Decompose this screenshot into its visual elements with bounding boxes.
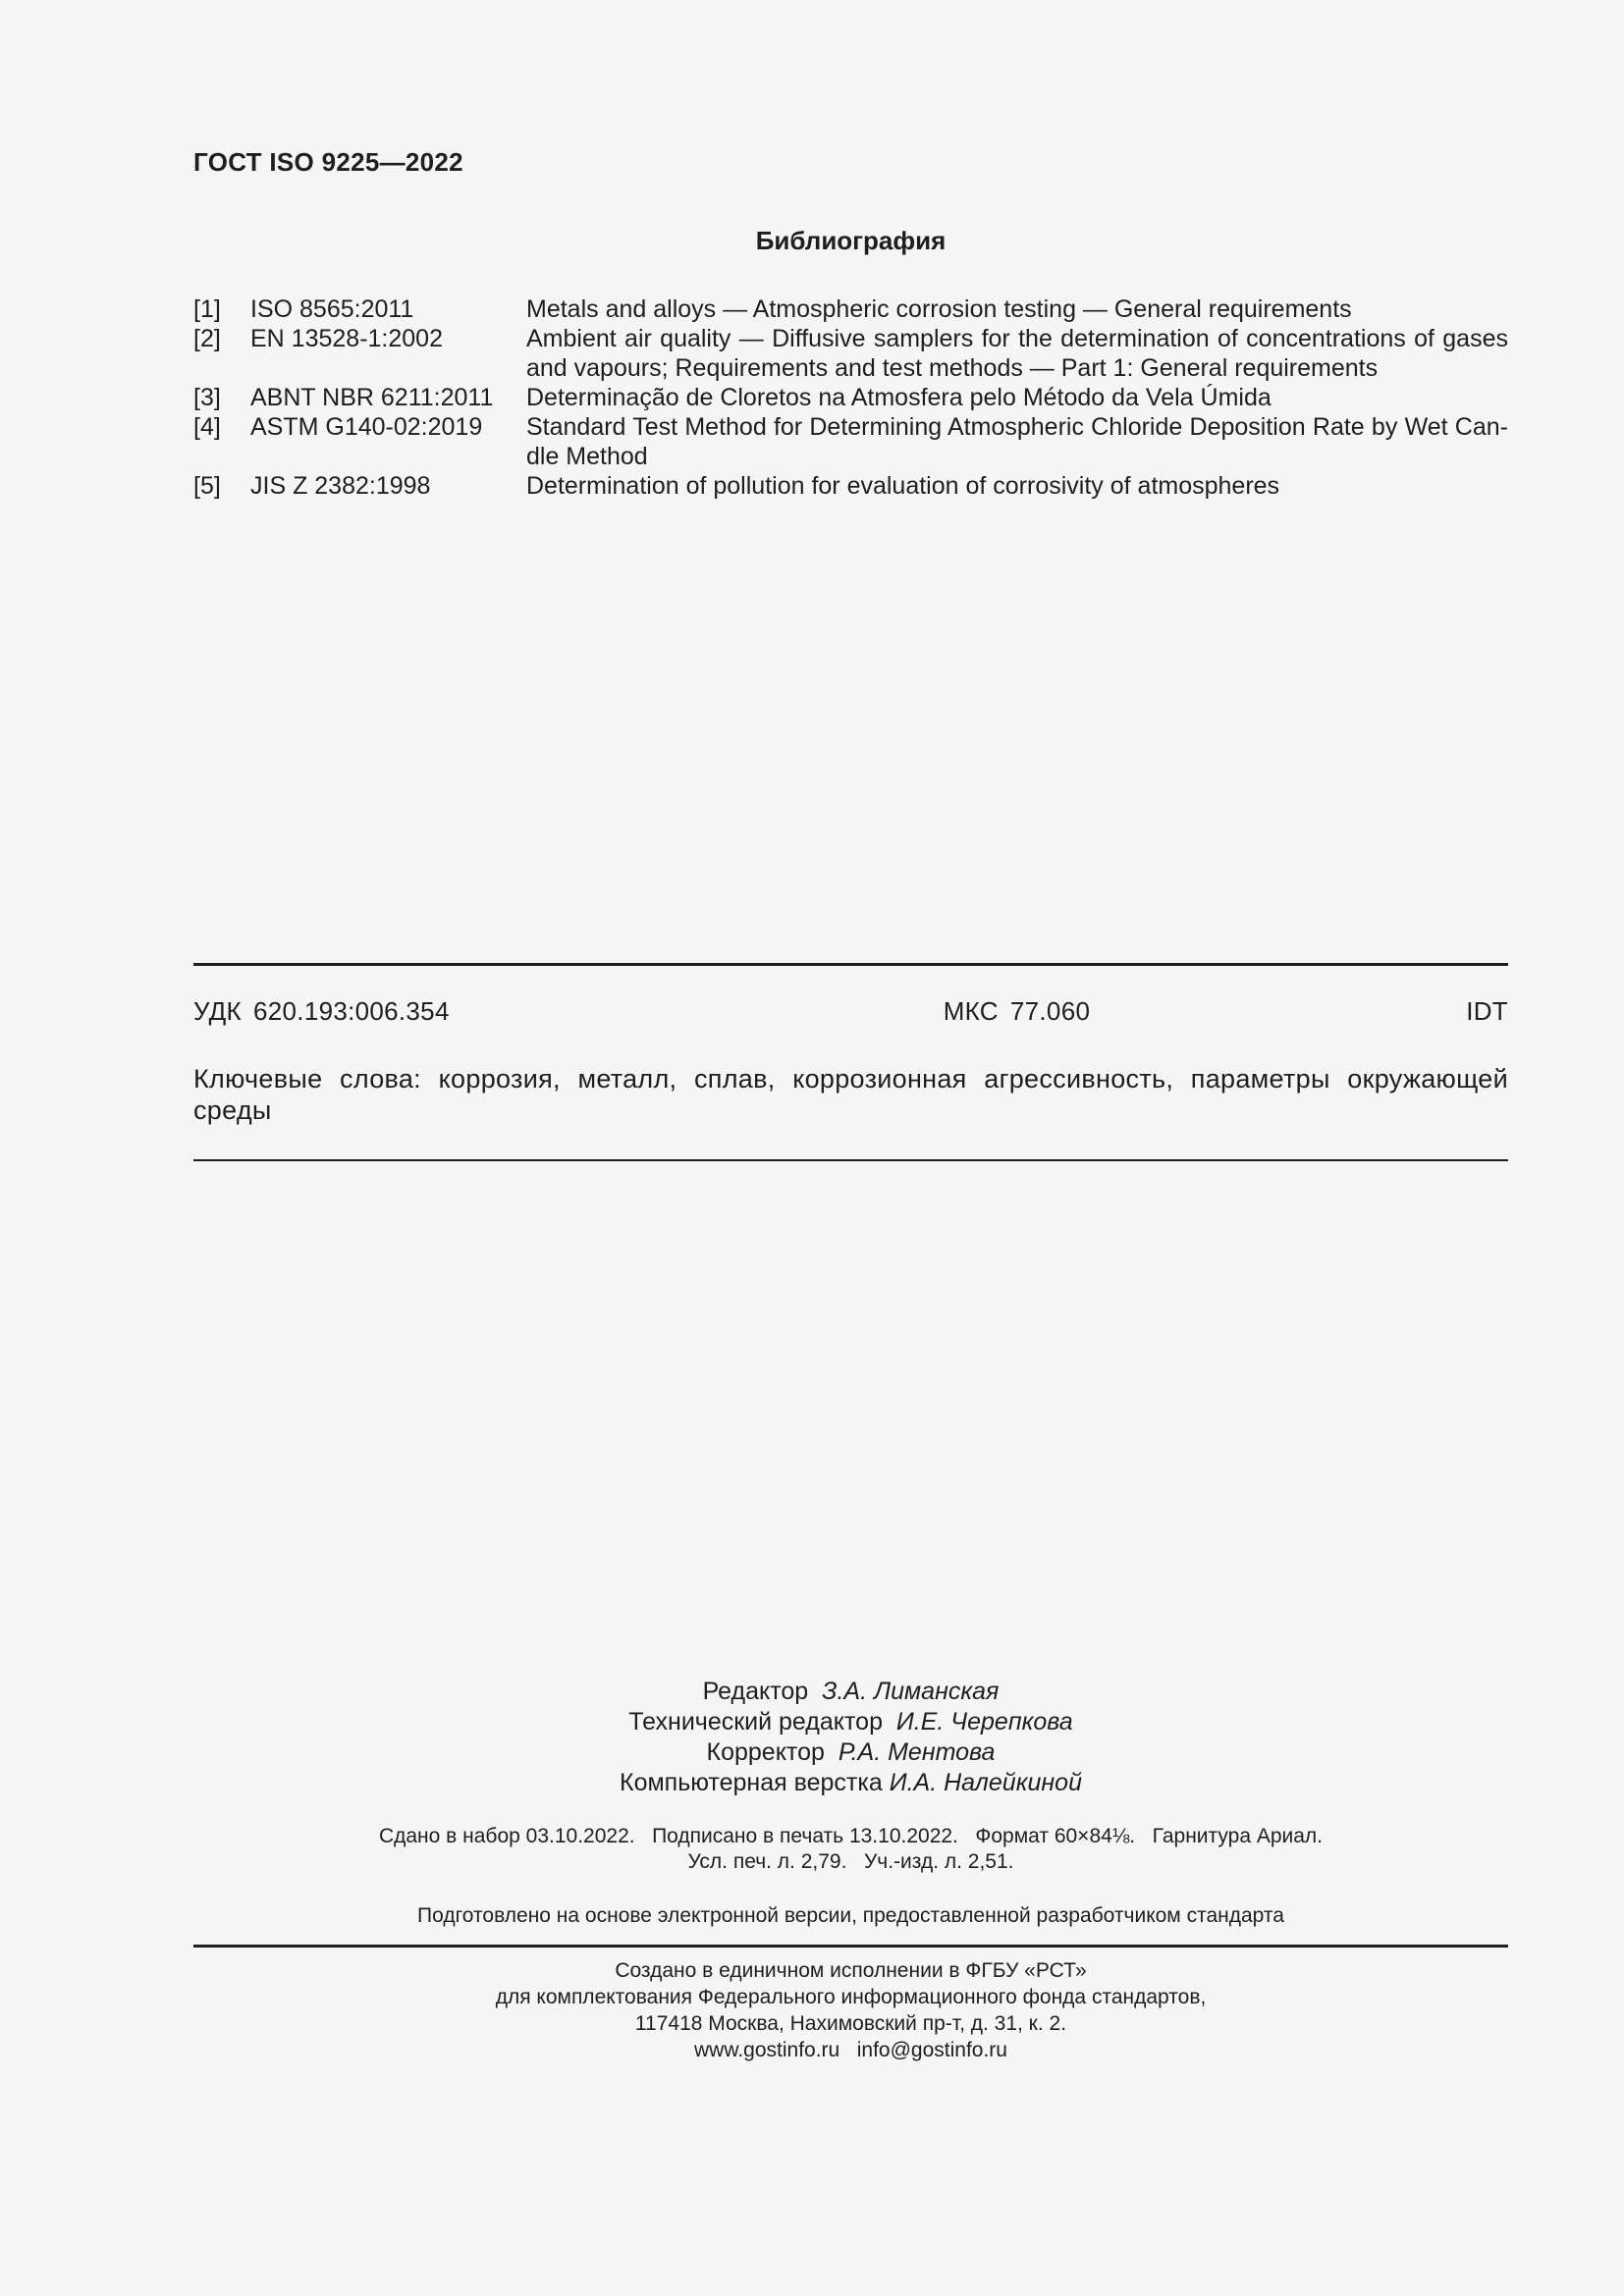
credit-line xyxy=(193,1707,1508,1737)
udk-code xyxy=(193,996,450,1027)
udk-value: 620.193:006.354 xyxy=(253,996,450,1026)
footer-contacts xyxy=(193,2037,1508,2063)
bibliography-entry xyxy=(193,383,1508,412)
imprint-line: Усл. печ. л. 2,79. Уч.-изд. л. 2,51. xyxy=(687,1850,1014,1873)
entry-number: [1] xyxy=(193,295,221,323)
credit-role: Технический редактор xyxy=(628,1708,883,1735)
entry-number: [4] xyxy=(193,413,221,441)
bibliography-entry xyxy=(193,412,1508,471)
credit-role: Компьютерная верстка xyxy=(620,1769,883,1796)
conformity-degree: IDT xyxy=(1466,996,1508,1026)
footer-line: для комплектования Федерального информационного фонда стандартов, xyxy=(495,1986,1207,2008)
imprint-line: Сдано в набор 03.10.2022. Подписано в печать 13.10.2022. Формат 60×84⅛. Гарнитура Ариал. xyxy=(378,1825,1324,1847)
credit-role: Редактор xyxy=(702,1678,809,1705)
entry-title: Ambient air quality — Diffusive samplers for the determination of concentrations of gases and vapours; Requirements and test methods — Part 1: General requirements xyxy=(526,325,1508,382)
entry-number: [2] xyxy=(193,325,221,352)
entry-code: JIS Z 2382:1998 xyxy=(250,472,431,500)
mks-code xyxy=(826,996,1091,1027)
entry-number: [5] xyxy=(193,472,221,500)
credit-role: Корректор xyxy=(706,1738,825,1766)
mks-label: МКС xyxy=(943,996,999,1026)
udk-label: УДК xyxy=(193,996,243,1026)
entry-title: Determination of pollution for evaluation of corrosivity of atmospheres xyxy=(526,472,1280,500)
divider-top xyxy=(193,963,1508,966)
document-number: ГОСТ ISO 9225—2022 xyxy=(193,147,463,177)
credit-name: И.Е. Черепкова xyxy=(895,1708,1073,1735)
bibliography-entry xyxy=(193,324,1508,383)
entry-title: Determinação de Cloretos na Atmosfera pelo Método da Vela Úmida xyxy=(526,384,1272,411)
entry-number: [3] xyxy=(193,384,221,411)
credit-line xyxy=(193,1768,1508,1798)
credit-line xyxy=(193,1677,1508,1707)
keywords: Ключевые слова: коррозия, металл, сплав, коррозионная агрессивность, параметры окружающей среды xyxy=(193,1064,1508,1125)
publisher-footer xyxy=(193,1957,1508,2063)
footer-line: Создано в единичном исполнении в ФГБУ «РСТ» xyxy=(615,1959,1087,1982)
entry-code: ABNT NBR 6211:2011 xyxy=(250,384,494,411)
entry-code: ASTM G140-02:2019 xyxy=(250,413,483,441)
imprint-block xyxy=(193,1824,1508,1875)
bibliography-entry xyxy=(193,471,1508,501)
credits-block xyxy=(193,1677,1508,1798)
classification-row xyxy=(193,996,1508,1027)
entry-code: EN 13528-1:2002 xyxy=(250,325,443,352)
entry-title: Standard Test Method for Determining Atmospheric Chloride Deposition Rate by Wet Candle Method xyxy=(526,413,1508,470)
credit-line xyxy=(193,1737,1508,1768)
website-link[interactable]: www.gostinfo.ru xyxy=(694,2039,840,2061)
bibliography-title: Библиография xyxy=(755,226,947,255)
bibliography-entry xyxy=(193,294,1508,324)
entry-code: ISO 8565:2011 xyxy=(250,295,414,323)
bibliography-list xyxy=(193,294,1508,501)
entry-title: Metals and alloys — Atmospheric corrosion testing — General requirements xyxy=(526,295,1352,323)
prepared-note: Подготовлено на основе электронной версии, предоставленной разработчиком стандарта xyxy=(417,1904,1284,1927)
credit-name: И.А. Налейкиной xyxy=(889,1769,1082,1796)
credit-name: Р.А. Ментова xyxy=(838,1738,996,1766)
divider-middle xyxy=(193,1159,1508,1161)
footer-line: 117418 Москва, Нахимовский пр-т, д. 31, к. 2. xyxy=(634,2012,1067,2035)
mks-value: 77.060 xyxy=(1009,996,1091,1026)
divider-footer xyxy=(193,1945,1508,1948)
email-link[interactable]: info@gostinfo.ru xyxy=(856,2039,1007,2061)
credit-name: З.А. Лиманская xyxy=(822,1678,1000,1705)
